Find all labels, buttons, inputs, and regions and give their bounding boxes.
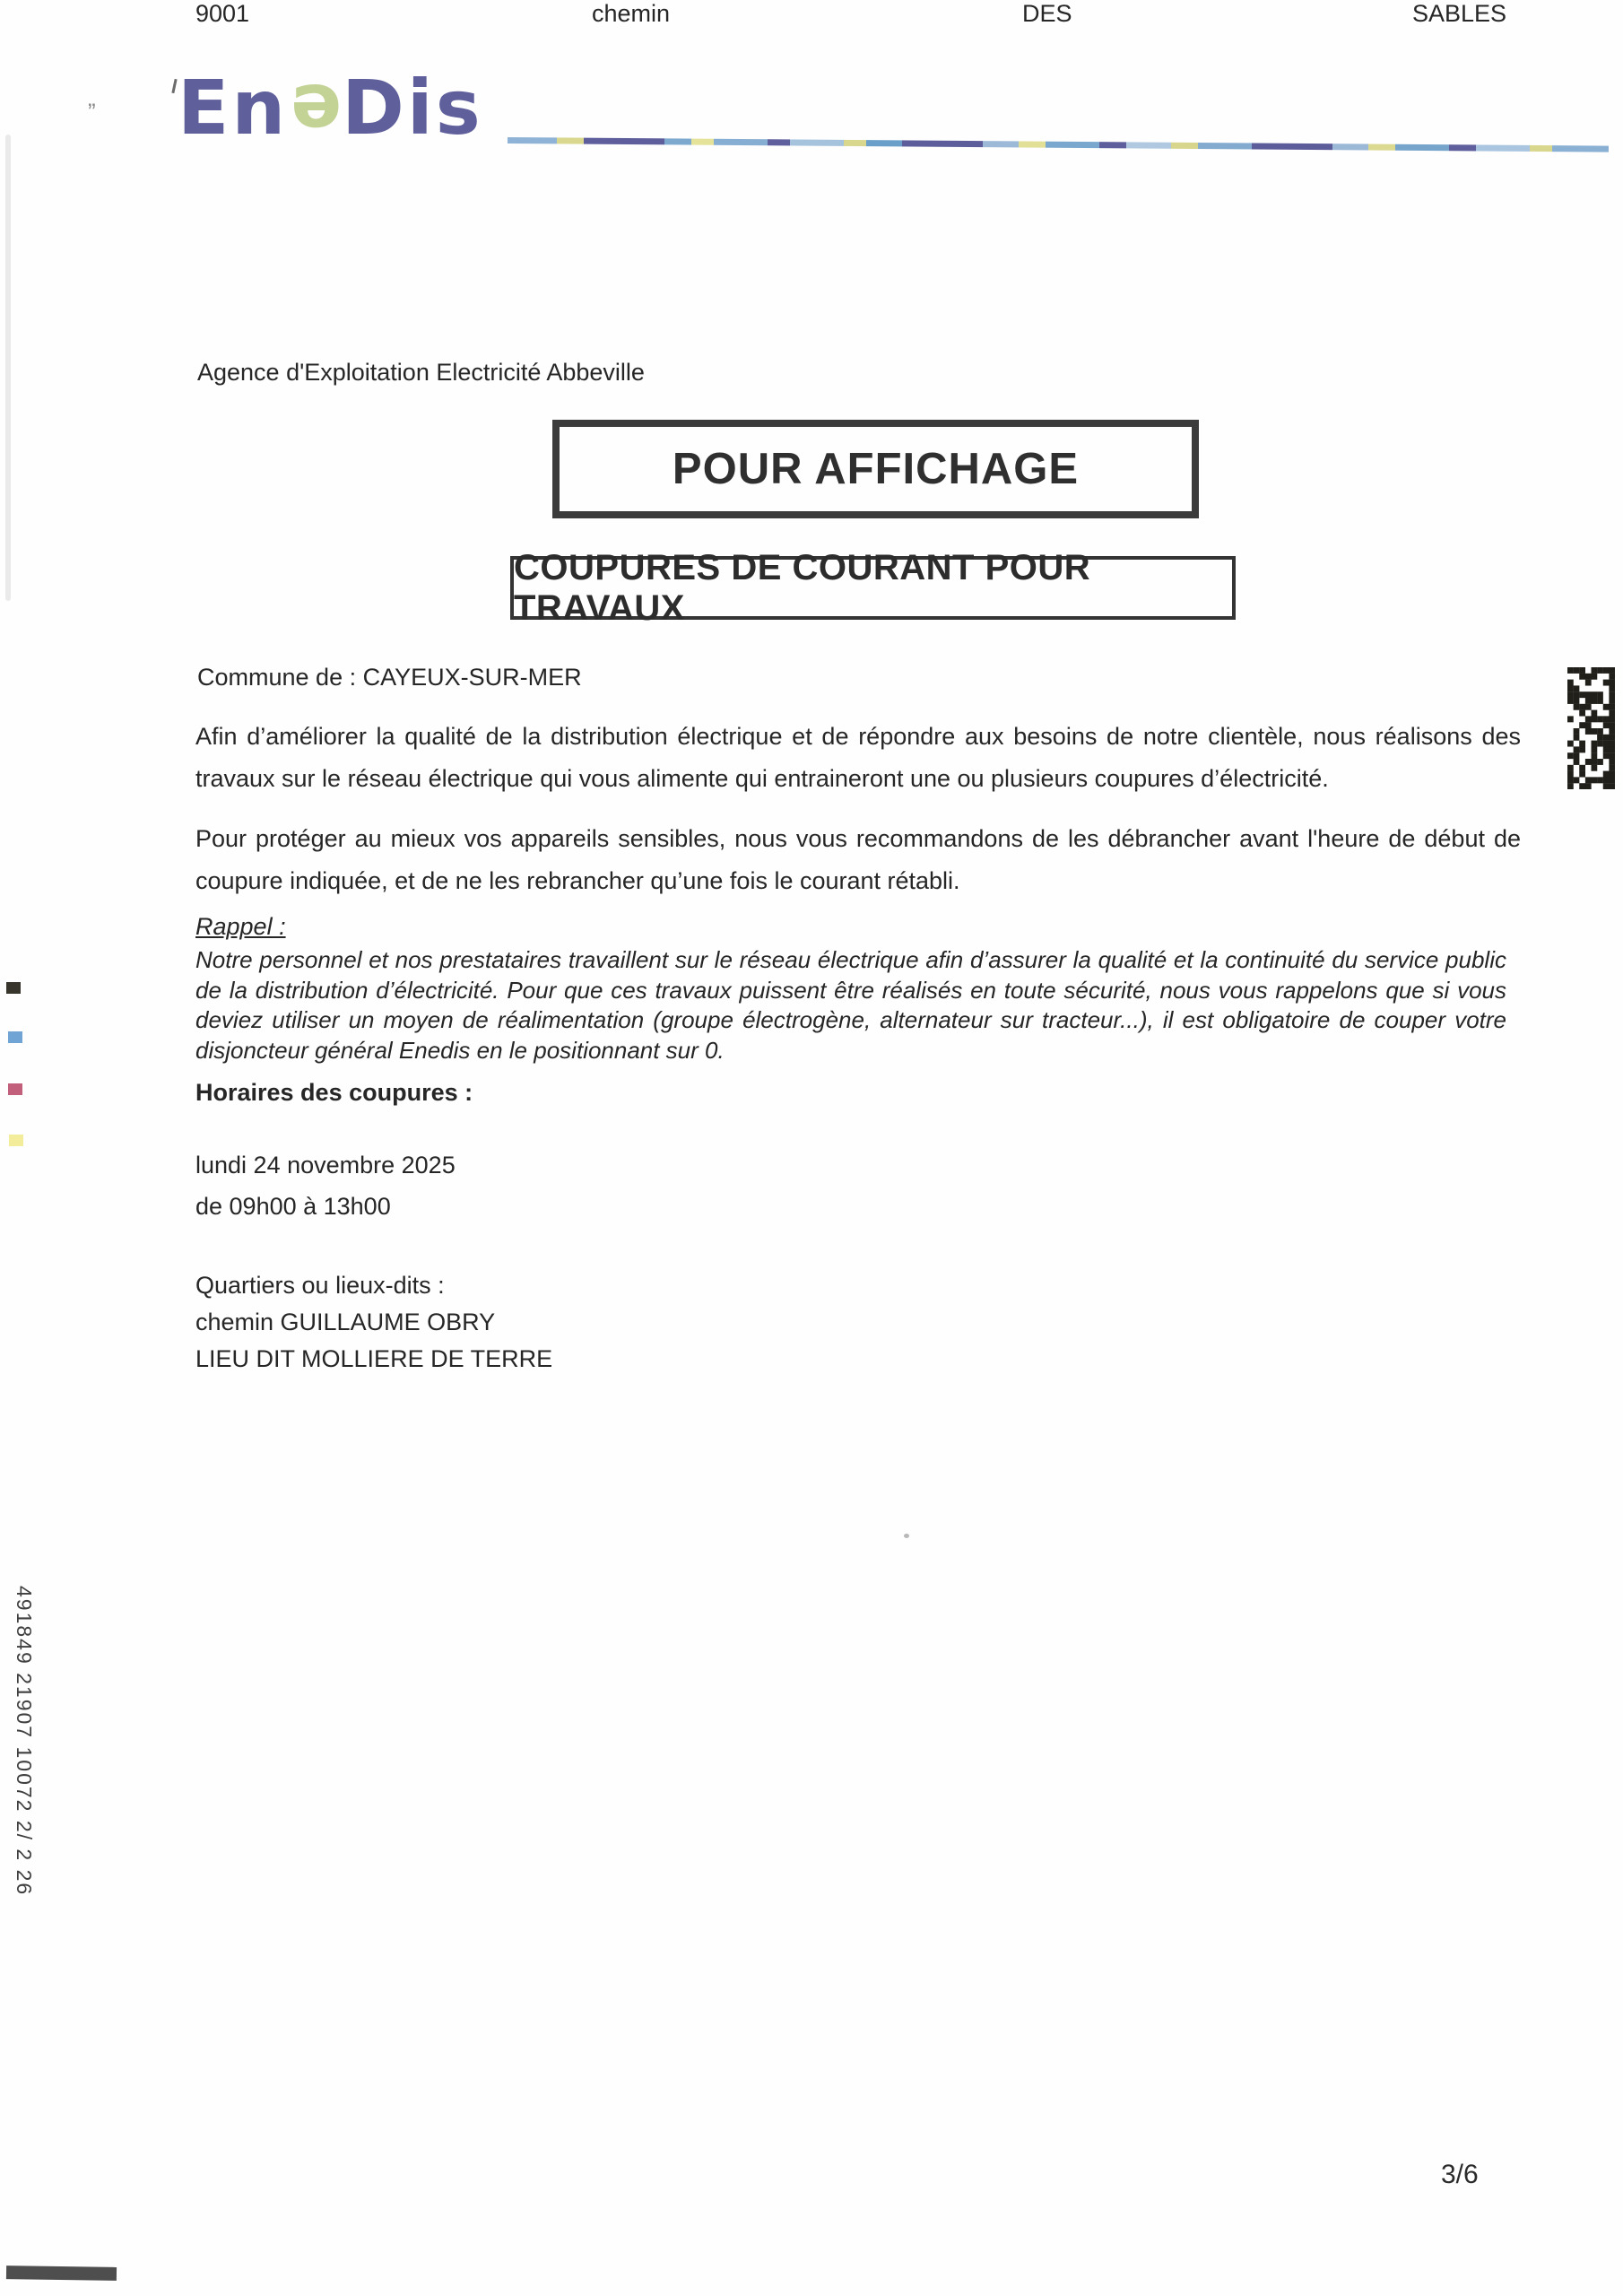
scan-mark: „ (88, 84, 96, 111)
quartiers-title: Quartiers ou lieux-dits : (195, 1272, 445, 1299)
intro-paragraph: Afin d’améliorer la qualité de la distribution électrique et de répondre aux besoins de notre clientèle, nous réalisons des travaux sur le réseau électrique qui vous alimente qui entraineront une ou plusieurs coupures d’électricité. (195, 723, 1521, 792)
calibration-square-blue (8, 1031, 22, 1043)
coupures-banner (510, 547, 1236, 628)
street-part: 9001 (195, 0, 250, 27)
scan-black-bar (6, 2266, 117, 2281)
scan-streak (5, 135, 11, 601)
street-part: DES (1022, 0, 1072, 27)
enedis-logo (178, 64, 483, 155)
street-line-split (0, 0, 1623, 30)
logo-text: Dis (342, 64, 483, 152)
commune-line: Commune de : CAYEUX-SUR-MER (197, 664, 582, 691)
calibration-square-pink (8, 1083, 22, 1095)
brand-color-line (508, 137, 1609, 152)
coupures-banner-label: COUPURES DE COURANT POUR TRAVAUX (514, 547, 1091, 628)
logo-text: En (178, 64, 289, 152)
scan-mark (171, 79, 177, 93)
logo-schwa: e (288, 67, 343, 155)
outage-time: de 09h00 à 13h00 (195, 1193, 391, 1220)
calibration-square-yellow (9, 1135, 23, 1146)
calibration-square-black (6, 982, 21, 994)
street-part: chemin (592, 0, 671, 27)
advice-paragraph: Pour protéger au mieux vos appareils sensibles, nous vous recommandons de les débrancher avant l'heure de début de coupure indiquée, et de ne les rebrancher qu’une fois le courant rétabli. (195, 825, 1521, 894)
datamatrix-code (1567, 667, 1615, 789)
affichage-banner-label: POUR AFFICHAGE (672, 445, 1080, 493)
rappel-paragraph: Notre personnel et nos prestataires travaillent sur le réseau électrique afin d’assurer la qualité et la continuité du service public de la distribution d’électricité. Pour que ces travaux puissent être réalisés en toute sécurité, nous vous rappelons que si vous deviez utiliser un moyen de réalimentation (groupe électrogène, alternateur sur tracteur...), il est obligatoire de couper votre disjoncteur général Enedis en le positionnant sur 0. (195, 946, 1506, 1064)
agency-name: Agence d'Exploitation Electricité Abbeville (197, 359, 645, 386)
page-number: 3/6 (1441, 2160, 1479, 2189)
affichage-banner (552, 420, 1199, 518)
rappel-title: Rappel : (195, 913, 286, 940)
street-line: LIEU DIT MOLLIERE DE TERRE (195, 1345, 553, 1372)
outage-date: lundi 24 novembre 2025 (195, 1152, 456, 1178)
print-batch-code: 491849 21907 10072 2/ 2 26 (13, 1586, 36, 1897)
street-part: SABLES (1412, 0, 1507, 27)
horaires-title: Horaires des coupures : (195, 1079, 473, 1106)
street-line: chemin GUILLAUME OBRY (195, 1309, 496, 1335)
scan-dot (904, 1534, 909, 1538)
